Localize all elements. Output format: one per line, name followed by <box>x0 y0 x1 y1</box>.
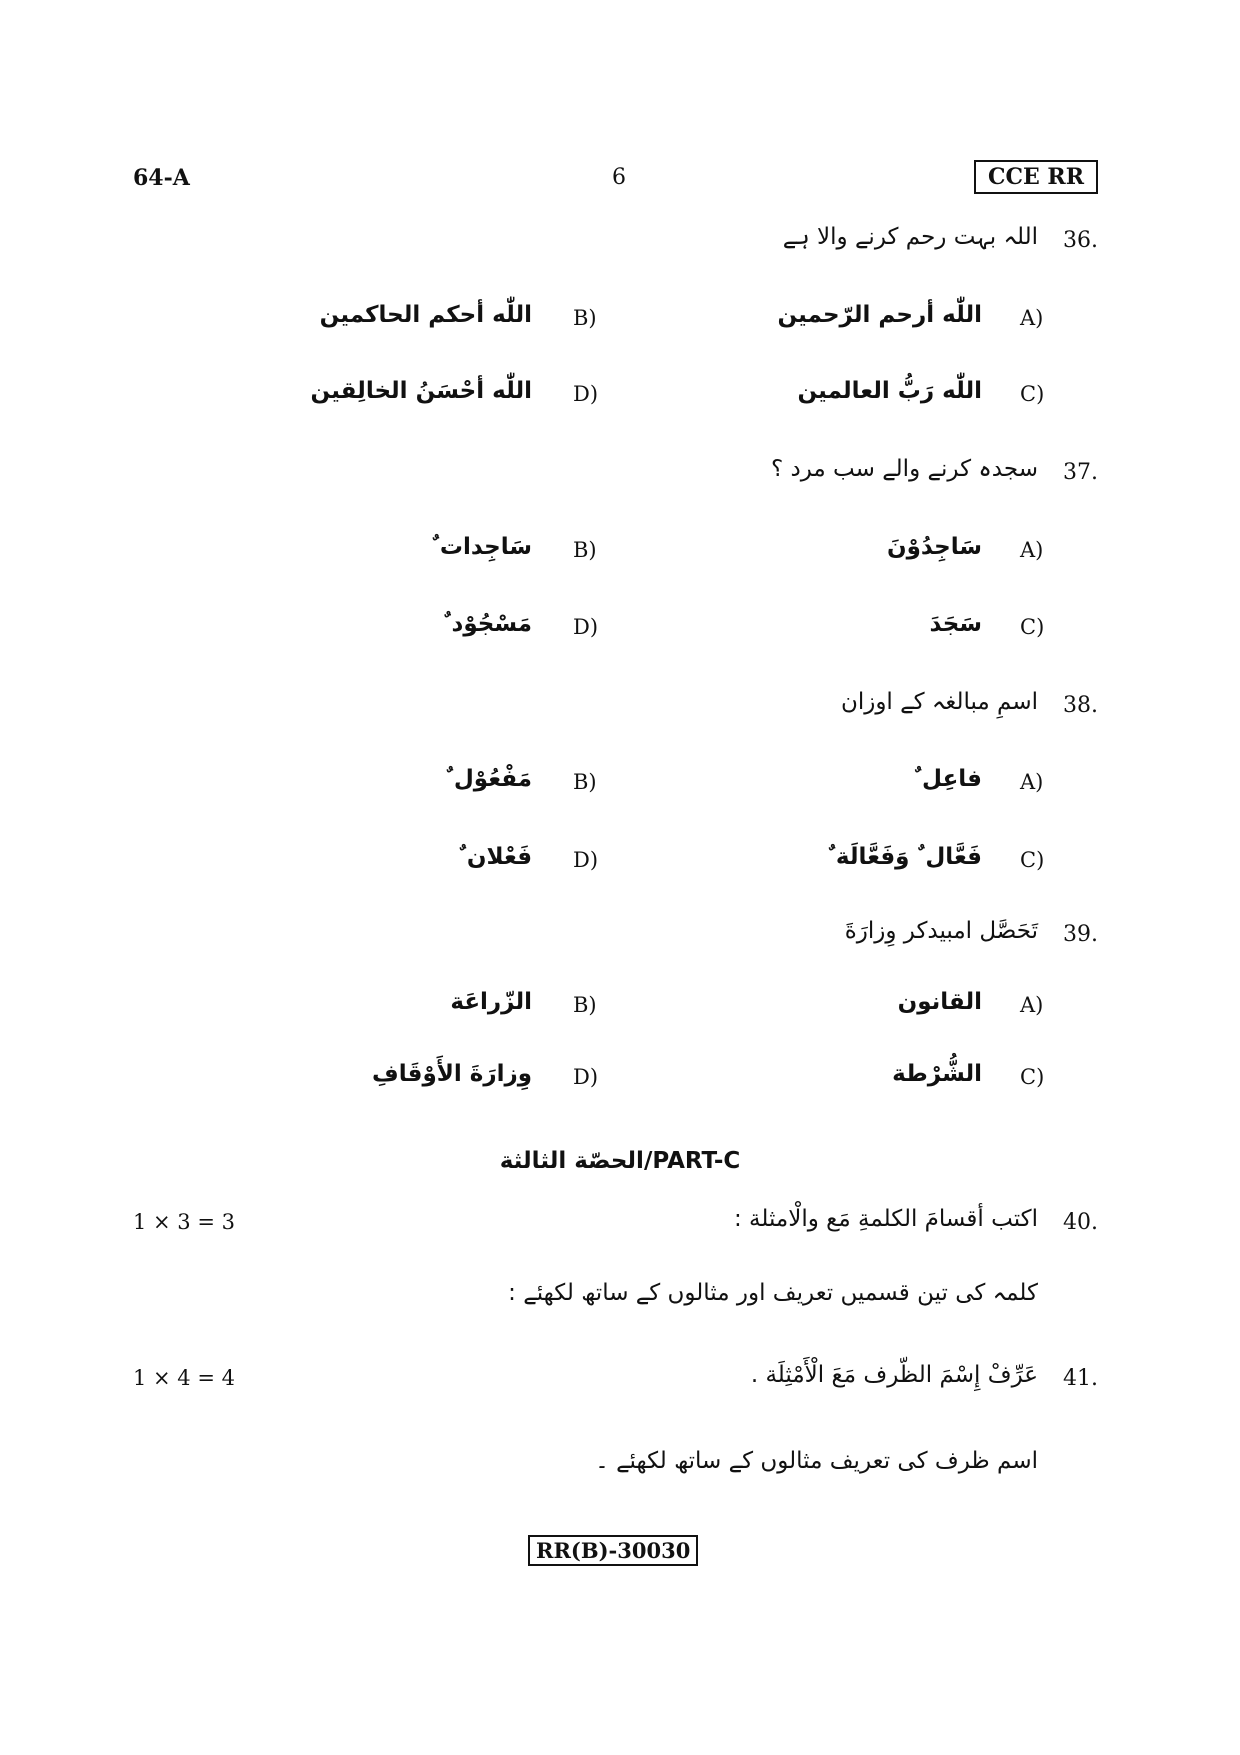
q36-option-a-text: اللّٰه أرحم الرّحمين <box>777 302 982 328</box>
q36-option-d-text: اللّٰه أحْسَنُ الخالِقين <box>310 378 532 404</box>
q38-option-b-label: B) <box>573 770 597 794</box>
question-36-number: 36. <box>1063 228 1098 253</box>
q37-option-b-text: سَاجِدات ٌ <box>432 534 532 560</box>
q36-option-c-label: C) <box>1020 382 1045 406</box>
q39-option-c-label: C) <box>1020 1065 1045 1089</box>
q36-option-b-label: B) <box>573 306 597 330</box>
q39-option-d-label: D) <box>573 1065 599 1089</box>
q39-option-b-text: الزّراعَة <box>450 989 532 1015</box>
question-38-number: 38. <box>1063 693 1098 718</box>
question-40-marks: 1 × 3 = 3 <box>133 1210 235 1234</box>
q39-option-a-label: A) <box>1020 993 1044 1017</box>
question-41-number: 41. <box>1063 1366 1098 1391</box>
q38-option-a-text: فاعِل ٌ <box>914 766 982 792</box>
q37-option-d-text: مَسْجُوْد ٌ <box>443 611 532 637</box>
q38-option-b-text: مَفْعُوْل ٌ <box>445 766 532 792</box>
question-41-translation: اسم ظرف کی تعریف مثالوں کے ساتھ لکھئے ۔ <box>595 1448 1038 1474</box>
q38-option-a-label: A) <box>1020 770 1044 794</box>
q37-option-c-text: سَجَدَ <box>929 611 982 637</box>
question-41-text: عَرِّفْ إِسْمَ الظّرف مَعَ الْأَمْثِلَة . <box>750 1362 1038 1388</box>
part-c-title: الحصّة الثالثة/PART-C <box>499 1148 741 1174</box>
q37-option-b-label: B) <box>573 538 597 562</box>
question-37-text: سجدہ کرنے والے سب مرد ؟ <box>770 456 1038 482</box>
footer-code-box: RR(B)-30030 <box>528 1535 698 1566</box>
q38-option-c-label: C) <box>1020 848 1045 872</box>
q36-option-a-label: A) <box>1020 306 1044 330</box>
q37-option-a-label: A) <box>1020 538 1044 562</box>
q38-option-d-text: فَعْلان ٌ <box>459 844 532 870</box>
question-40-text: اكتب أقسامَ الكلمةِ مَع والْامثلة : <box>733 1206 1038 1232</box>
question-40-number: 40. <box>1063 1210 1098 1235</box>
question-37-number: 37. <box>1063 460 1098 485</box>
question-41-marks: 1 × 4 = 4 <box>133 1366 235 1390</box>
q39-option-d-text: وِزارَةَ الأَوْقَافِ <box>372 1061 532 1087</box>
q37-option-c-label: C) <box>1020 615 1045 639</box>
q39-option-b-label: B) <box>573 993 597 1017</box>
q39-option-c-text: الشُّرْطة <box>892 1061 982 1087</box>
q38-option-c-text: فَعَّال ٌ وَفَعَّالَة ٌ <box>828 844 982 870</box>
q36-option-b-text: اللّٰه أحكم الحاكمين <box>319 302 532 328</box>
q37-option-d-label: D) <box>573 615 599 639</box>
q36-option-c-text: اللّٰه رَبُّ العالمين <box>797 378 982 404</box>
q39-option-a-text: القانون <box>897 989 982 1015</box>
q37-option-a-text: سَاجِدُوْنَ <box>886 534 982 560</box>
question-38-text: اسمِ مبالغہ کے اوزان <box>840 689 1038 715</box>
page-number: 6 <box>612 165 626 190</box>
booklet-code: 64-A <box>133 165 190 191</box>
question-36-text: اللہ بہت رحم کرنے والا ہے <box>782 224 1038 250</box>
q36-option-d-label: D) <box>573 382 599 406</box>
exam-code-box: CCE RR <box>974 160 1098 194</box>
q38-option-d-label: D) <box>573 848 599 872</box>
question-39-number: 39. <box>1063 922 1098 947</box>
question-39-text: تَحَصَّل امبيدكر وِزارَةَ <box>844 918 1038 944</box>
question-40-translation: کلمہ کی تین قسمیں تعریف اور مثالوں کے ساتھ لکھئے : <box>508 1280 1038 1306</box>
